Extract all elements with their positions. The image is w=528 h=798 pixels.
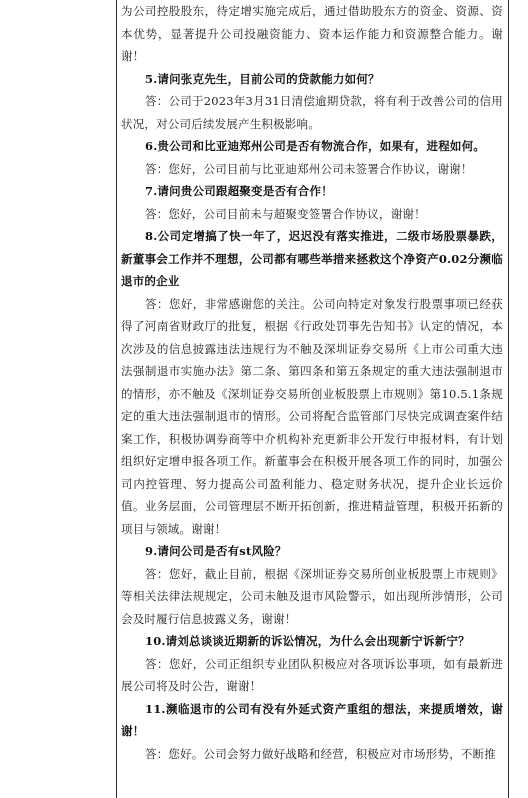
question-11: 11.濒临退市的公司有没有外延式资产重组的想法，来提质增效，谢谢！ — [121, 701, 503, 738]
answer-6: 答：您好，公司目前与比亚迪郑州公司未签署合作协议，谢谢！ — [145, 161, 473, 176]
answer-7: 答：您好，公司目前未与超聚变签署合作协议，谢谢！ — [145, 206, 426, 221]
answer-11: 答：您好。公司会努力做好战略和经营，积极应对市场形势，不断推 — [145, 746, 496, 761]
question-5: 5.请问张克先生，目前公司的贷款能力如何？ — [145, 71, 380, 86]
question-9: 9.请问公司是否有st风险？ — [145, 544, 287, 558]
question-6: 6.贵公司和比亚迪郑州公司是否有物流合作，如果有，进程如何。 — [145, 139, 486, 153]
qa-content — [121, 0, 503, 765]
table-left-column — [0, 0, 117, 798]
intro-continuation: 为公司控股股东，待定增实施完成后，通过借助股东方的资金、资源、资本优势，显著提升公司投融资能力、资本运作能力和资源整合能力。谢谢！ — [121, 4, 503, 63]
answer-8: 答：您好，非常感谢您的关注。公司向特定对象发行股票事项已经获得了河南省财政厅的批复，根据《行政处罚事先告知书》认定的情况，本次涉及的信息披露违法违规行为不触及深圳证券交易所《上市公司重大违法强制退市实施办法》第二条、第四条和第五条规定的重大违法强制退市的情形，亦不触及《深圳证券交易所创业板股票上市规则》第10.5.1条规定的重大违法强制退市的情形。公司将配合监管部门尽快完成调查案件结案工作，积极协调券商等中介机构补充更新非公开发行申报材料，有计划组织好定增申报各项工作。新董事会在积极开展各项工作的同时，加强公司内控管理、努力提高公司盈利能力、稳定财务状况，提升企业长远价值。业务层面，公司管理层不断开拓创新，推进精益管理，积极开拓新的项目与领域。谢谢！ — [121, 296, 503, 536]
answer-10: 答：您好，公司正组织专业团队积极应对各项诉讼事项，如有最新进展公司将及时公告，谢谢！ — [121, 656, 503, 693]
answer-9: 答：您好，截止目前，根据《深圳证券交易所创业板股票上市规则》等相关法律法规规定，公司未触及退市风险警示，如出现所涉情形，公司会及时履行信息披露义务，谢谢！ — [121, 566, 503, 626]
question-7: 7.请问贵公司跟超聚变是否有合作！ — [145, 184, 333, 198]
question-10: 10.请刘总谈谈近期新的诉讼情况，为什么会出现新宁诉新宁？ — [145, 634, 470, 648]
question-8: 8.公司定增搞了快一年了，迟迟没有落实推进，二级市场股票暴跌，新董事会工作并不理想，公司都有哪些举措来拯救这个净资产0.02分濒临退市的企业 — [121, 229, 503, 288]
table-right-border — [508, 0, 509, 798]
answer-5: 答：公司于2023年3月31日清偿逾期贷款，将有利于改善公司的信用状况，对公司后续发展产生积极影响。 — [121, 94, 503, 131]
